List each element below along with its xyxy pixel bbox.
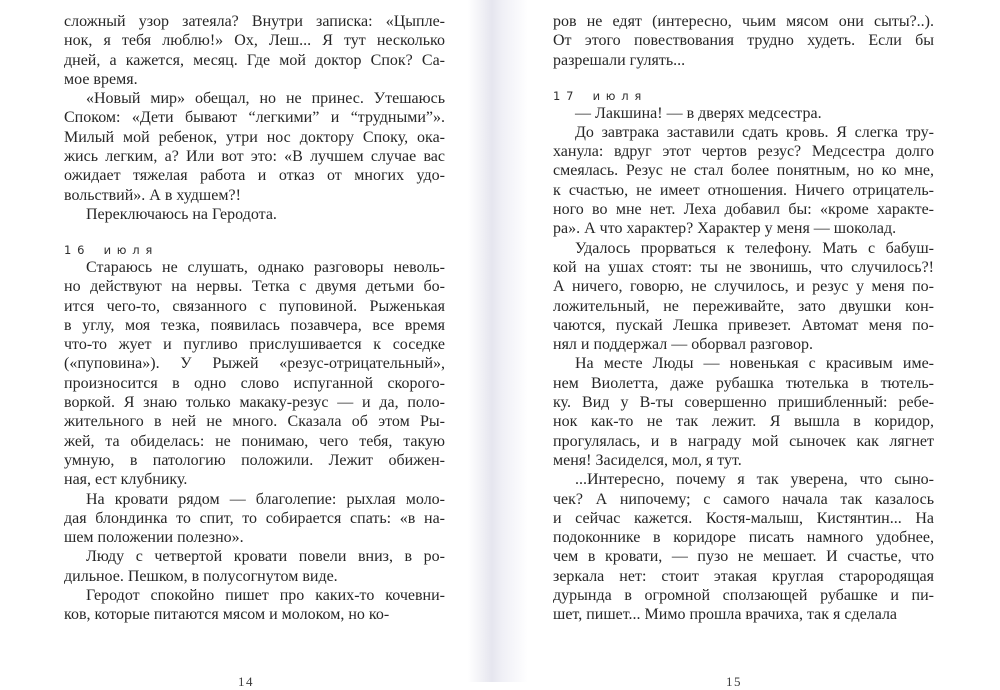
text-line: На кровати рядом — благолепие: рыхлая моло- [86, 490, 445, 508]
text-line: шет, пишет... Мимо прошла врачиха, так я сделала [553, 606, 898, 624]
text-line: к счастью, не имеет отношения. Ничего отрицатель- [553, 181, 934, 199]
text-line: вольствий». А в худшем?! [64, 186, 241, 204]
text-line: Споком: «Дети бывают “легкими” и “трудными”». [64, 109, 445, 127]
text-line: ится чего-то, связанного с пуповиной. Рыженькая [64, 297, 445, 315]
paragraph [553, 12, 934, 70]
paragraph [64, 490, 445, 548]
paragraph [64, 586, 445, 625]
text-line: («пуповина»). У Рыжей «резус-отрицательный», [64, 355, 445, 373]
text-line: меня! Засиделся, мол, я тут. [553, 451, 742, 469]
text-line: Удалось прорваться к телефону. Мать с бабуш- [575, 239, 934, 257]
text-line: ку. Вид у В-ты совершенно пришибленный: ребе- [553, 394, 934, 412]
paragraph [553, 239, 934, 355]
text-line: дильное. Пешком, в полусогнутом виде. [64, 567, 338, 585]
text-line: в углу, моя тезка, появилась позавчера, все время [64, 316, 445, 334]
text-line: — Лакшина! — в дверях медсестра. [575, 104, 822, 122]
text-line: дней, а кажется, месяц. Где мой доктор Спок? Са- [64, 51, 445, 69]
text-line: и сейчас кажется. Костя-малыш, Кистянтин... На [553, 509, 934, 527]
paragraph [64, 89, 445, 205]
text-line: нок как-то не так лежит. Я вышла в коридор, [553, 413, 934, 431]
paragraph [64, 12, 445, 89]
paragraph [64, 547, 445, 586]
text-line: умную, в патологию положили. Лежит обижен- [64, 451, 445, 469]
paragraph [64, 258, 445, 490]
text-line: нял и поддержал — оборвал разговор. [553, 336, 813, 354]
paragraph [553, 470, 934, 624]
text-line: воркой. Я знаю только макаку-резус — и да, поло- [64, 394, 445, 412]
text-line: разрешали гулять... [553, 51, 686, 69]
text-line: «Новый мир» обещал, но не принес. Утешаюсь [86, 90, 445, 108]
left-page [64, 12, 445, 625]
text-line: произносится в одно слово испуганной скорого- [64, 374, 445, 392]
text-line: ра». А что характер? Характер у меня — шоколад. [553, 220, 897, 238]
text-line: прогулялась, и в награду мой сыночек как лягнет [553, 432, 934, 450]
text-line: ров не едят (интересно, чьим мясом они сыты?..). [553, 13, 934, 30]
page-number-left: 14 [238, 674, 254, 689]
text-line: На месте Люды — новенькая с красивым име- [575, 355, 934, 373]
text-line: нем Виолетта, даже рубашка тютелька в тютель- [553, 374, 934, 392]
right-page [553, 12, 934, 625]
paragraph [553, 104, 934, 123]
text-line: Переключаюсь на Геродота. [86, 205, 277, 223]
paragraph [553, 354, 934, 470]
text-line: ложительный, не переживайте, зато двушки кон- [553, 297, 934, 315]
text-line: чем в кровати, — пузо не мешает. И счастье, что [553, 548, 934, 566]
text-line: дурында в огромной сползающей рубашке и пи- [553, 587, 934, 604]
text-line: До завтрака заставили сдать кровь. Я слегка тру- [575, 123, 934, 141]
text-line: Милый мой ребенок, утри нос доктору Споку, ока- [64, 128, 445, 146]
text-line: что-то жует и пугливо прислушивается к соседке [64, 336, 445, 354]
text-line: кой на ушах стоят: ты не звонишь, что случилось?! [553, 258, 934, 276]
paragraph [553, 123, 934, 239]
text-line: подоконнике в коридоре писать намного удобнее, [553, 529, 934, 547]
text-line: нок, я тебя люблю!» Ох, Леш... Я тут несколько [64, 32, 445, 50]
text-line: зеркала нет: стоит этакая круглая старородящая [553, 567, 934, 585]
text-line: жись легким, а? Или вот это: «В лучшем случае вас [64, 148, 445, 166]
text-line: ханула: вдруг этот чертов резус? Медсестра долго [553, 143, 934, 161]
text-line: мое время. [64, 70, 138, 88]
text-line: чаются, пускай Лешка привезет. Автомат меня по- [553, 316, 934, 334]
paragraph [64, 205, 445, 224]
page-number-right: 15 [726, 674, 742, 689]
text-line: шем положении полезно». [64, 529, 244, 547]
text-line: ожидает тяжелая работа и отказ от многих удо- [64, 167, 445, 185]
text-line: ...Интересно, почему я так уверена, что сыно- [575, 471, 934, 489]
text-line: Стараюсь не слушать, однако разговоры неволь- [86, 258, 445, 276]
text-line: жей, та обиделась: не понимаю, чего тебя, такую [64, 432, 445, 450]
page-gutter-shadow [468, 0, 528, 682]
text-line: От этого повествования трудно худеть. Если бы [553, 32, 934, 50]
date-heading: 16 июля [64, 243, 158, 258]
text-line: ков, которые питаются мясом и молоком, но ко- [64, 606, 390, 624]
text-line: ного во мне нет. Леха добавил бы: «кроме характе- [553, 201, 934, 219]
text-line: смеялась. Резус не стал более понятным, но ко мне, [553, 162, 934, 180]
text-line: Геродот спокойно пишет про каких-то кочевни- [86, 587, 445, 604]
text-line: чек? А нипочему; с самого начала так казалось [553, 490, 934, 508]
text-line: жительного в ней не много. Сказала об этом Ры- [64, 413, 445, 431]
date-heading: 17 июля [553, 88, 647, 103]
text-line: дая блондинка то спит, то собирается спать: «в на- [64, 509, 445, 527]
text-line: но действуют на нервы. Тетка с двумя детьми бо- [64, 278, 445, 296]
text-line: сложный узор затеяла? Внутри записка: «Цыпле- [64, 13, 445, 30]
text-line: Люду с четвертой кровати повели вниз, в ро- [86, 548, 445, 566]
text-line: А ничего, говорю, не случилось, и резус у меня по- [553, 278, 934, 296]
text-line: ная, ест клубнику. [64, 471, 188, 489]
